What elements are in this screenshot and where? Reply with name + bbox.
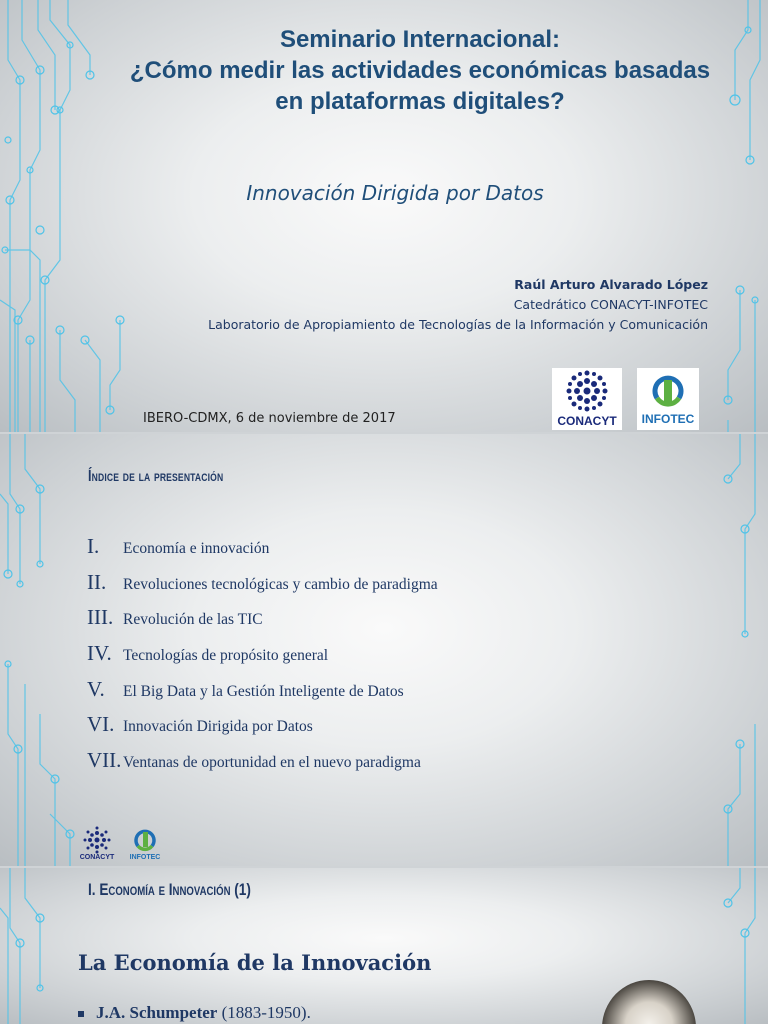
conacyt-emblem-icon xyxy=(552,368,622,414)
infotec-logo-small xyxy=(126,826,164,864)
toc-item-number: III. xyxy=(87,605,114,630)
author-block xyxy=(208,275,708,335)
toc-item-text: Innovación Dirigida por Datos xyxy=(123,718,313,736)
title-line-2: ¿Cómo medir las actividades económicas basadas xyxy=(129,57,711,84)
toc-item-number: V. xyxy=(87,676,105,701)
bullet-square-icon xyxy=(78,1011,84,1017)
conacyt-emblem-icon xyxy=(76,826,118,854)
title-line-3: en plataformas digitales? xyxy=(275,88,565,115)
toc-item-text: El Big Data y la Gestión Inteligente de Datos xyxy=(123,682,404,700)
conacyt-logo-small xyxy=(76,826,118,864)
slide-main-title xyxy=(100,24,740,117)
circuit-decoration-left xyxy=(0,434,768,866)
slide-title: La Economía de la Innovación xyxy=(78,950,432,975)
toc-item-text: Revoluciones tecnológicas y cambio de paradigma xyxy=(123,575,438,593)
toc-item-number: VI. xyxy=(87,712,115,737)
conacyt-logo-text: CONACYT xyxy=(557,414,617,428)
venue-date: IBERO-CDMX, 6 de noviembre de 2017 xyxy=(143,411,396,426)
infotec-logo-text: INFOTEC xyxy=(129,854,161,861)
slide-title xyxy=(0,0,768,432)
toc-item-number: IV. xyxy=(87,641,112,666)
infotec-emblem-icon xyxy=(126,826,164,854)
bullet-name: J.A. Schumpeter xyxy=(96,1003,218,1022)
toc-item-text: Tecnologías de propósito general xyxy=(123,647,329,665)
infotec-logo-text: INFOTEC xyxy=(641,412,695,426)
slide-economy xyxy=(0,868,768,1024)
bullet-item xyxy=(78,1003,311,1023)
infotec-logo xyxy=(637,368,699,430)
toc-item-number: I. xyxy=(87,534,100,558)
toc-item-number: VII. xyxy=(87,748,122,773)
section-heading: Índice de la presentación xyxy=(88,468,224,485)
toc-item-text: Revolución de las TIC xyxy=(123,611,263,629)
author-name: Raúl Arturo Alvarado López xyxy=(514,277,708,292)
conacyt-logo xyxy=(552,368,622,430)
infotec-emblem-icon xyxy=(637,368,699,412)
toc-item-text: Economía e innovación xyxy=(123,540,270,557)
author-lab: Laboratorio de Apropiamiento de Tecnologías de la Información y Comunicación xyxy=(208,317,708,332)
toc-item-text: Ventanas de oportunidad en el nuevo paradigma xyxy=(123,754,421,772)
bullet-dates: (1883-1950). xyxy=(217,1003,311,1022)
section-heading: I. Economía e Innovación (1) xyxy=(88,880,251,899)
slide-subtitle: Innovación Dirigida por Datos xyxy=(246,181,544,205)
toc-item-number: II. xyxy=(87,569,107,594)
author-role: Catedrático CONACYT-INFOTEC xyxy=(513,297,708,312)
slide-index xyxy=(0,434,768,866)
conacyt-logo-text: CONACYT xyxy=(79,854,115,861)
title-line-1: Seminario Internacional: xyxy=(279,26,561,53)
